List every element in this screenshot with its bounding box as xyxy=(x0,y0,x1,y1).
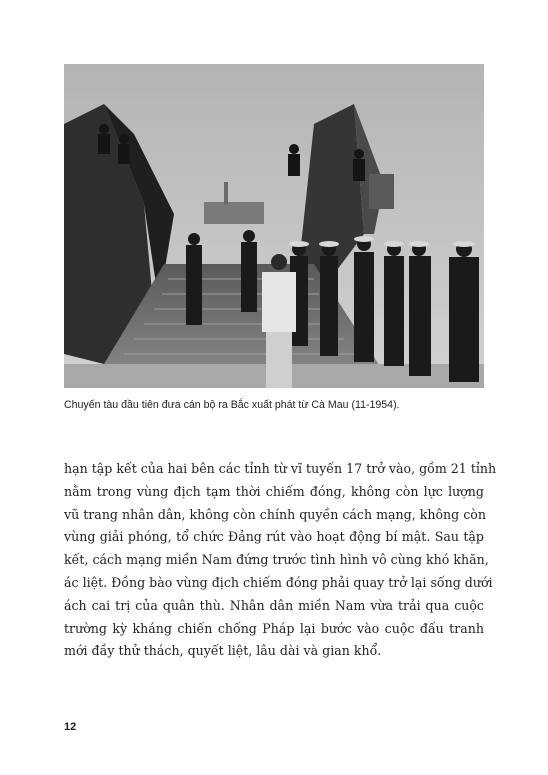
body-paragraph xyxy=(64,458,497,663)
photo-caption: Chuyến tàu đầu tiên đưa cán bộ ra Bắc xuất phát từ Cà Mau (11-1954). xyxy=(64,399,400,411)
paragraph-line: hạn tập kết của hai bên các tỉnh từ vĩ tuyến 17 trở vào, gồm 21 tỉnh xyxy=(64,461,497,476)
paragraph-line: vũ trang nhân dân, không còn chính quyền cách mạng, không còn xyxy=(64,506,486,522)
paragraph-line: vùng giải phóng, tổ chức Đảng rút vào hoạt động bí mật. Sau tập xyxy=(64,529,484,545)
paragraph-line: trường kỳ kháng chiến chống Pháp lại bước vào cuộc đấu tranh xyxy=(64,620,484,636)
page-number: 12 xyxy=(64,721,77,733)
paragraph-line: mới đầy thử thách, quyết liệt, lâu dài và gian khổ. xyxy=(64,643,382,659)
paragraph-line: kết, cách mạng miền Nam đứng trước tình hình vô cùng khó khăn, xyxy=(64,552,489,568)
paragraph-line: ách cai trị của quân thù. Nhân dân miền Nam vừa trải qua cuộc xyxy=(64,597,484,613)
historical-photo xyxy=(64,64,484,388)
landing-ship-photo xyxy=(64,64,484,388)
paragraph-line: nằm trong vùng địch tạm thời chiếm đóng, không còn lực lượng xyxy=(64,483,484,499)
paragraph-line: ác liệt. Đồng bào vùng địch chiếm đóng phải quay trở lại sống dưới xyxy=(64,574,493,590)
